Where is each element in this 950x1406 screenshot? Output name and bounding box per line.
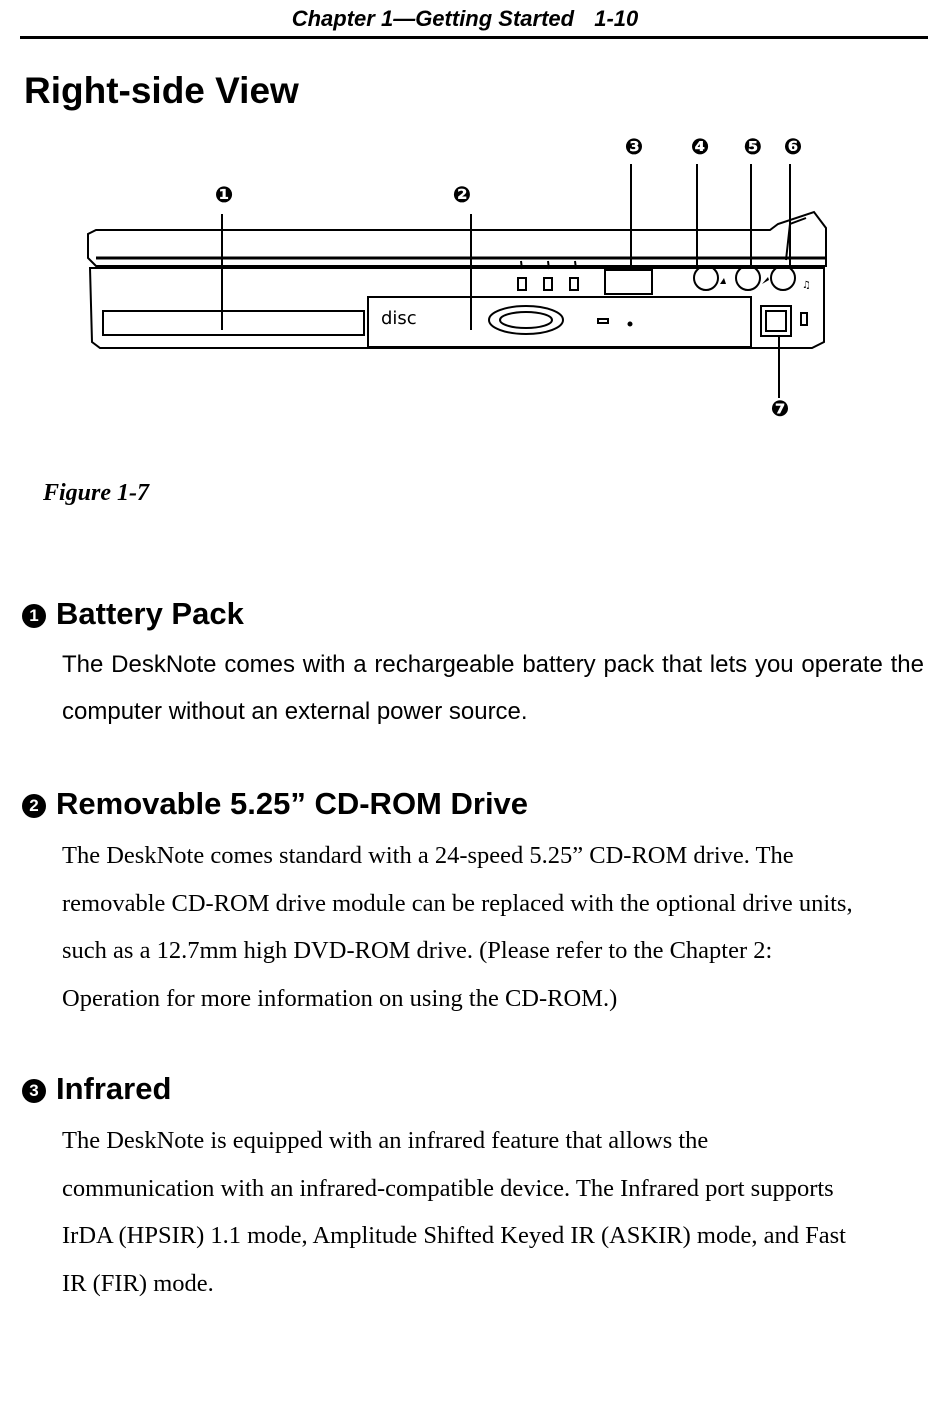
page-title: Right-side View [24, 70, 299, 111]
callout-5: ❺ [743, 135, 763, 160]
section-title: Battery Pack [56, 596, 244, 631]
battery-pack [103, 311, 364, 335]
body-line: such as a 12.7mm high DVD-ROM drive. (Please refer to the Chapter 2: [62, 937, 773, 964]
cdrom-module [368, 297, 751, 347]
callout-4: ❹ [690, 135, 710, 160]
body-line: The DeskNote comes standard with a 24-speed 5.25” CD-ROM drive. The [62, 842, 794, 869]
callout-3: ❸ [624, 135, 644, 160]
body-line: communication with an infrared-compatible device. The Infrared port supports [62, 1174, 834, 1202]
callout-7: ❼ [770, 397, 790, 422]
callout-6: ❻ [783, 135, 803, 160]
infrared-port [605, 270, 652, 294]
audio-jack-6 [771, 266, 795, 290]
body-line: IR (FIR) mode. [62, 1269, 214, 1297]
section-body-battery-pack: The DeskNote comes with a rechargeable battery pack that lets you operate the computer without an external power source. [62, 651, 924, 725]
body-line: removable CD-ROM drive module can be replaced with the optional drive units, [62, 889, 853, 917]
drive-logo: disc [381, 308, 417, 329]
header-rule [20, 36, 928, 39]
svg-text:♫: ♫ [802, 280, 811, 291]
section-heading-cdrom-drive [22, 786, 528, 822]
section-number-badge: 2 [22, 794, 46, 818]
section-title: Infrared [56, 1071, 172, 1106]
section-heading-battery-pack [22, 596, 244, 632]
callout-2: ❷ [452, 183, 472, 208]
audio-jack-5 [736, 266, 760, 290]
running-header [0, 6, 930, 32]
body-line: The DeskNote is equipped with an infrared feature that allows the [62, 1127, 709, 1154]
section-body-infrared [62, 1117, 924, 1307]
laptop-right-side-figure [0, 120, 950, 440]
section-number-badge: 1 [22, 604, 46, 628]
section-number-badge: 3 [22, 1079, 46, 1103]
audio-jack-4 [694, 266, 718, 290]
callout-1: ❶ [214, 183, 234, 208]
page-number: 1-10 [594, 6, 639, 31]
section-body-cdrom-drive [62, 832, 924, 1022]
figure-caption: Figure 1-7 [43, 480, 150, 506]
section-title: Removable 5.25” CD-ROM Drive [56, 786, 529, 821]
body-line: Operation for more information on using the CD-ROM.) [62, 984, 618, 1012]
section-heading-infrared [22, 1071, 171, 1107]
chapter-title: Chapter 1—Getting Started [291, 6, 575, 31]
body-line: IrDA (HPSIR) 1.1 mode, Amplitude Shifted Keyed IR (ASKIR) mode, and Fast [62, 1222, 846, 1249]
